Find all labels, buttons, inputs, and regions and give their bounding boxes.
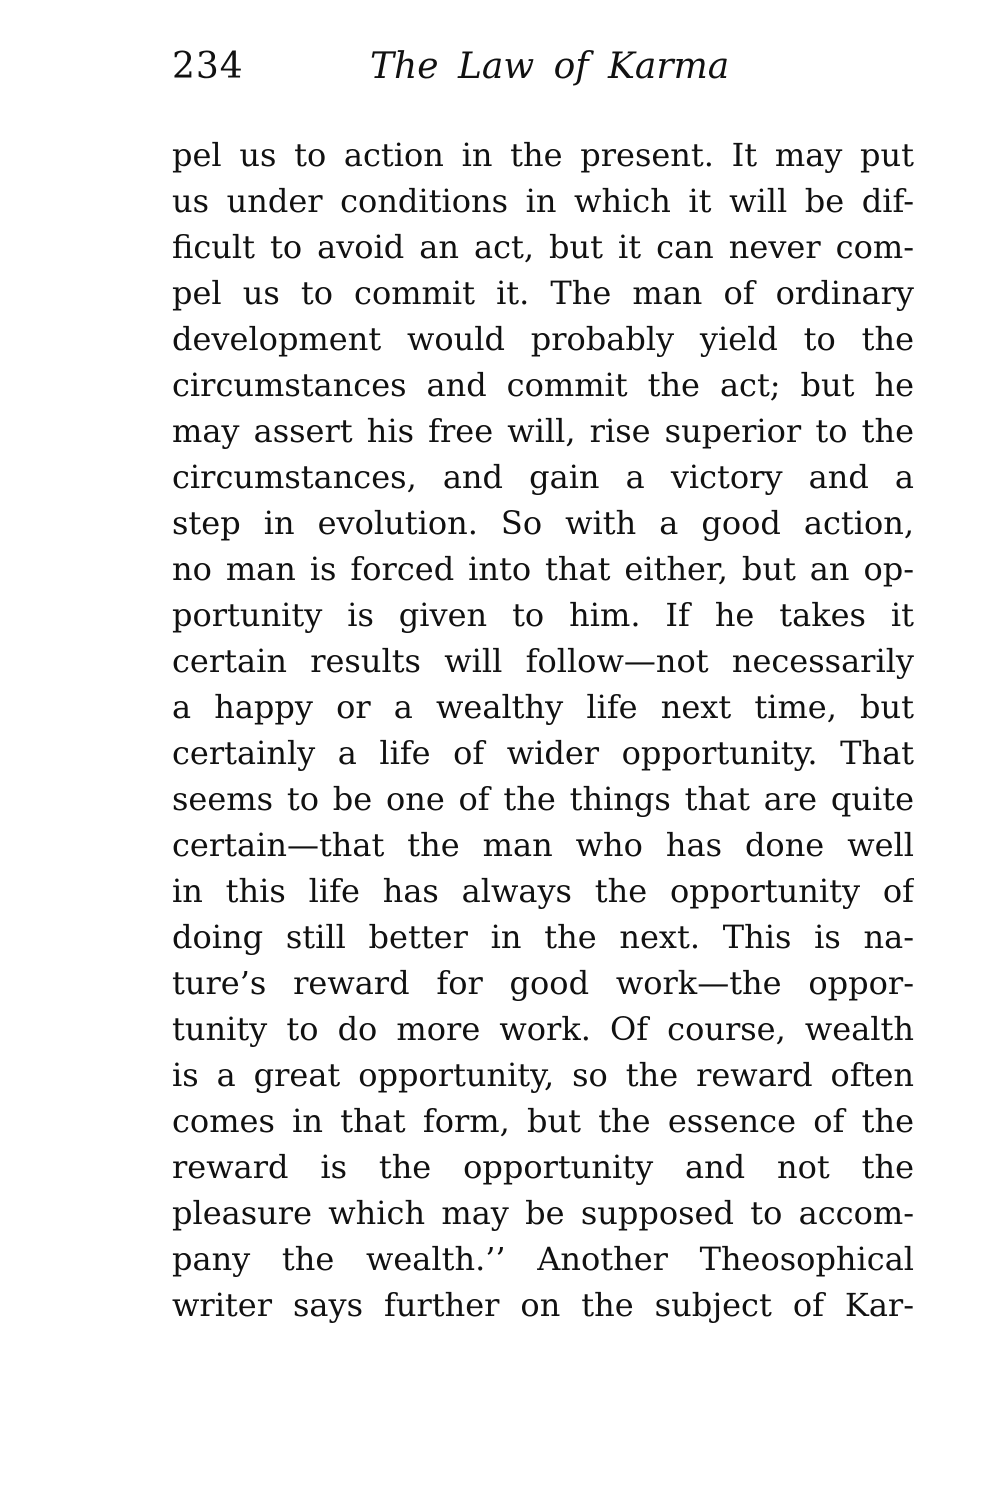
text-line: development would probably yield to the [172, 320, 914, 358]
page-header [172, 44, 732, 94]
text-line: writer says further on the subject of Kar- [172, 1286, 914, 1324]
page-number: 234 [172, 46, 244, 87]
text-line: tunity to do more work. Of course, wealth [172, 1010, 914, 1048]
text-line: pany the wealth.’’ Another Theosophical [172, 1240, 914, 1278]
running-title: The Law of Karma [370, 46, 730, 87]
text-line: circumstances, and gain a victory and a [172, 458, 914, 496]
body-text [172, 132, 914, 1328]
text-line: is a great opportunity, so the reward often [172, 1056, 914, 1094]
text-line: us under conditions in which it will be dif- [172, 182, 914, 220]
text-line: certainly a life of wider opportunity. That [172, 734, 914, 772]
text-line: circumstances and commit the act; but he [172, 366, 914, 404]
text-line: ficult to avoid an act, but it can never com- [172, 228, 914, 266]
text-line: reward is the opportunity and not the [172, 1148, 914, 1186]
text-line: portunity is given to him. If he takes it [172, 596, 914, 634]
text-line: may assert his free will, rise superior to the [172, 412, 914, 450]
text-line: ture’s reward for good work—the oppor- [172, 964, 914, 1002]
text-line: step in evolution. So with a good action, [172, 504, 914, 542]
text-line: certain results will follow—not necessarily [172, 642, 914, 680]
text-line: a happy or a wealthy life next time, but [172, 688, 914, 726]
text-line: seems to be one of the things that are quite [172, 780, 914, 818]
text-line: pel us to commit it. The man of ordinary [172, 274, 914, 312]
text-line: doing still better in the next. This is na- [172, 918, 914, 956]
text-line: no man is forced into that either, but an op- [172, 550, 914, 588]
text-line: comes in that form, but the essence of the [172, 1102, 914, 1140]
text-line: pel us to action in the present. It may put [172, 136, 914, 174]
text-line: pleasure which may be supposed to accom- [172, 1194, 914, 1232]
text-line: in this life has always the opportunity of [172, 872, 914, 910]
text-line: certain—that the man who has done well [172, 826, 914, 864]
